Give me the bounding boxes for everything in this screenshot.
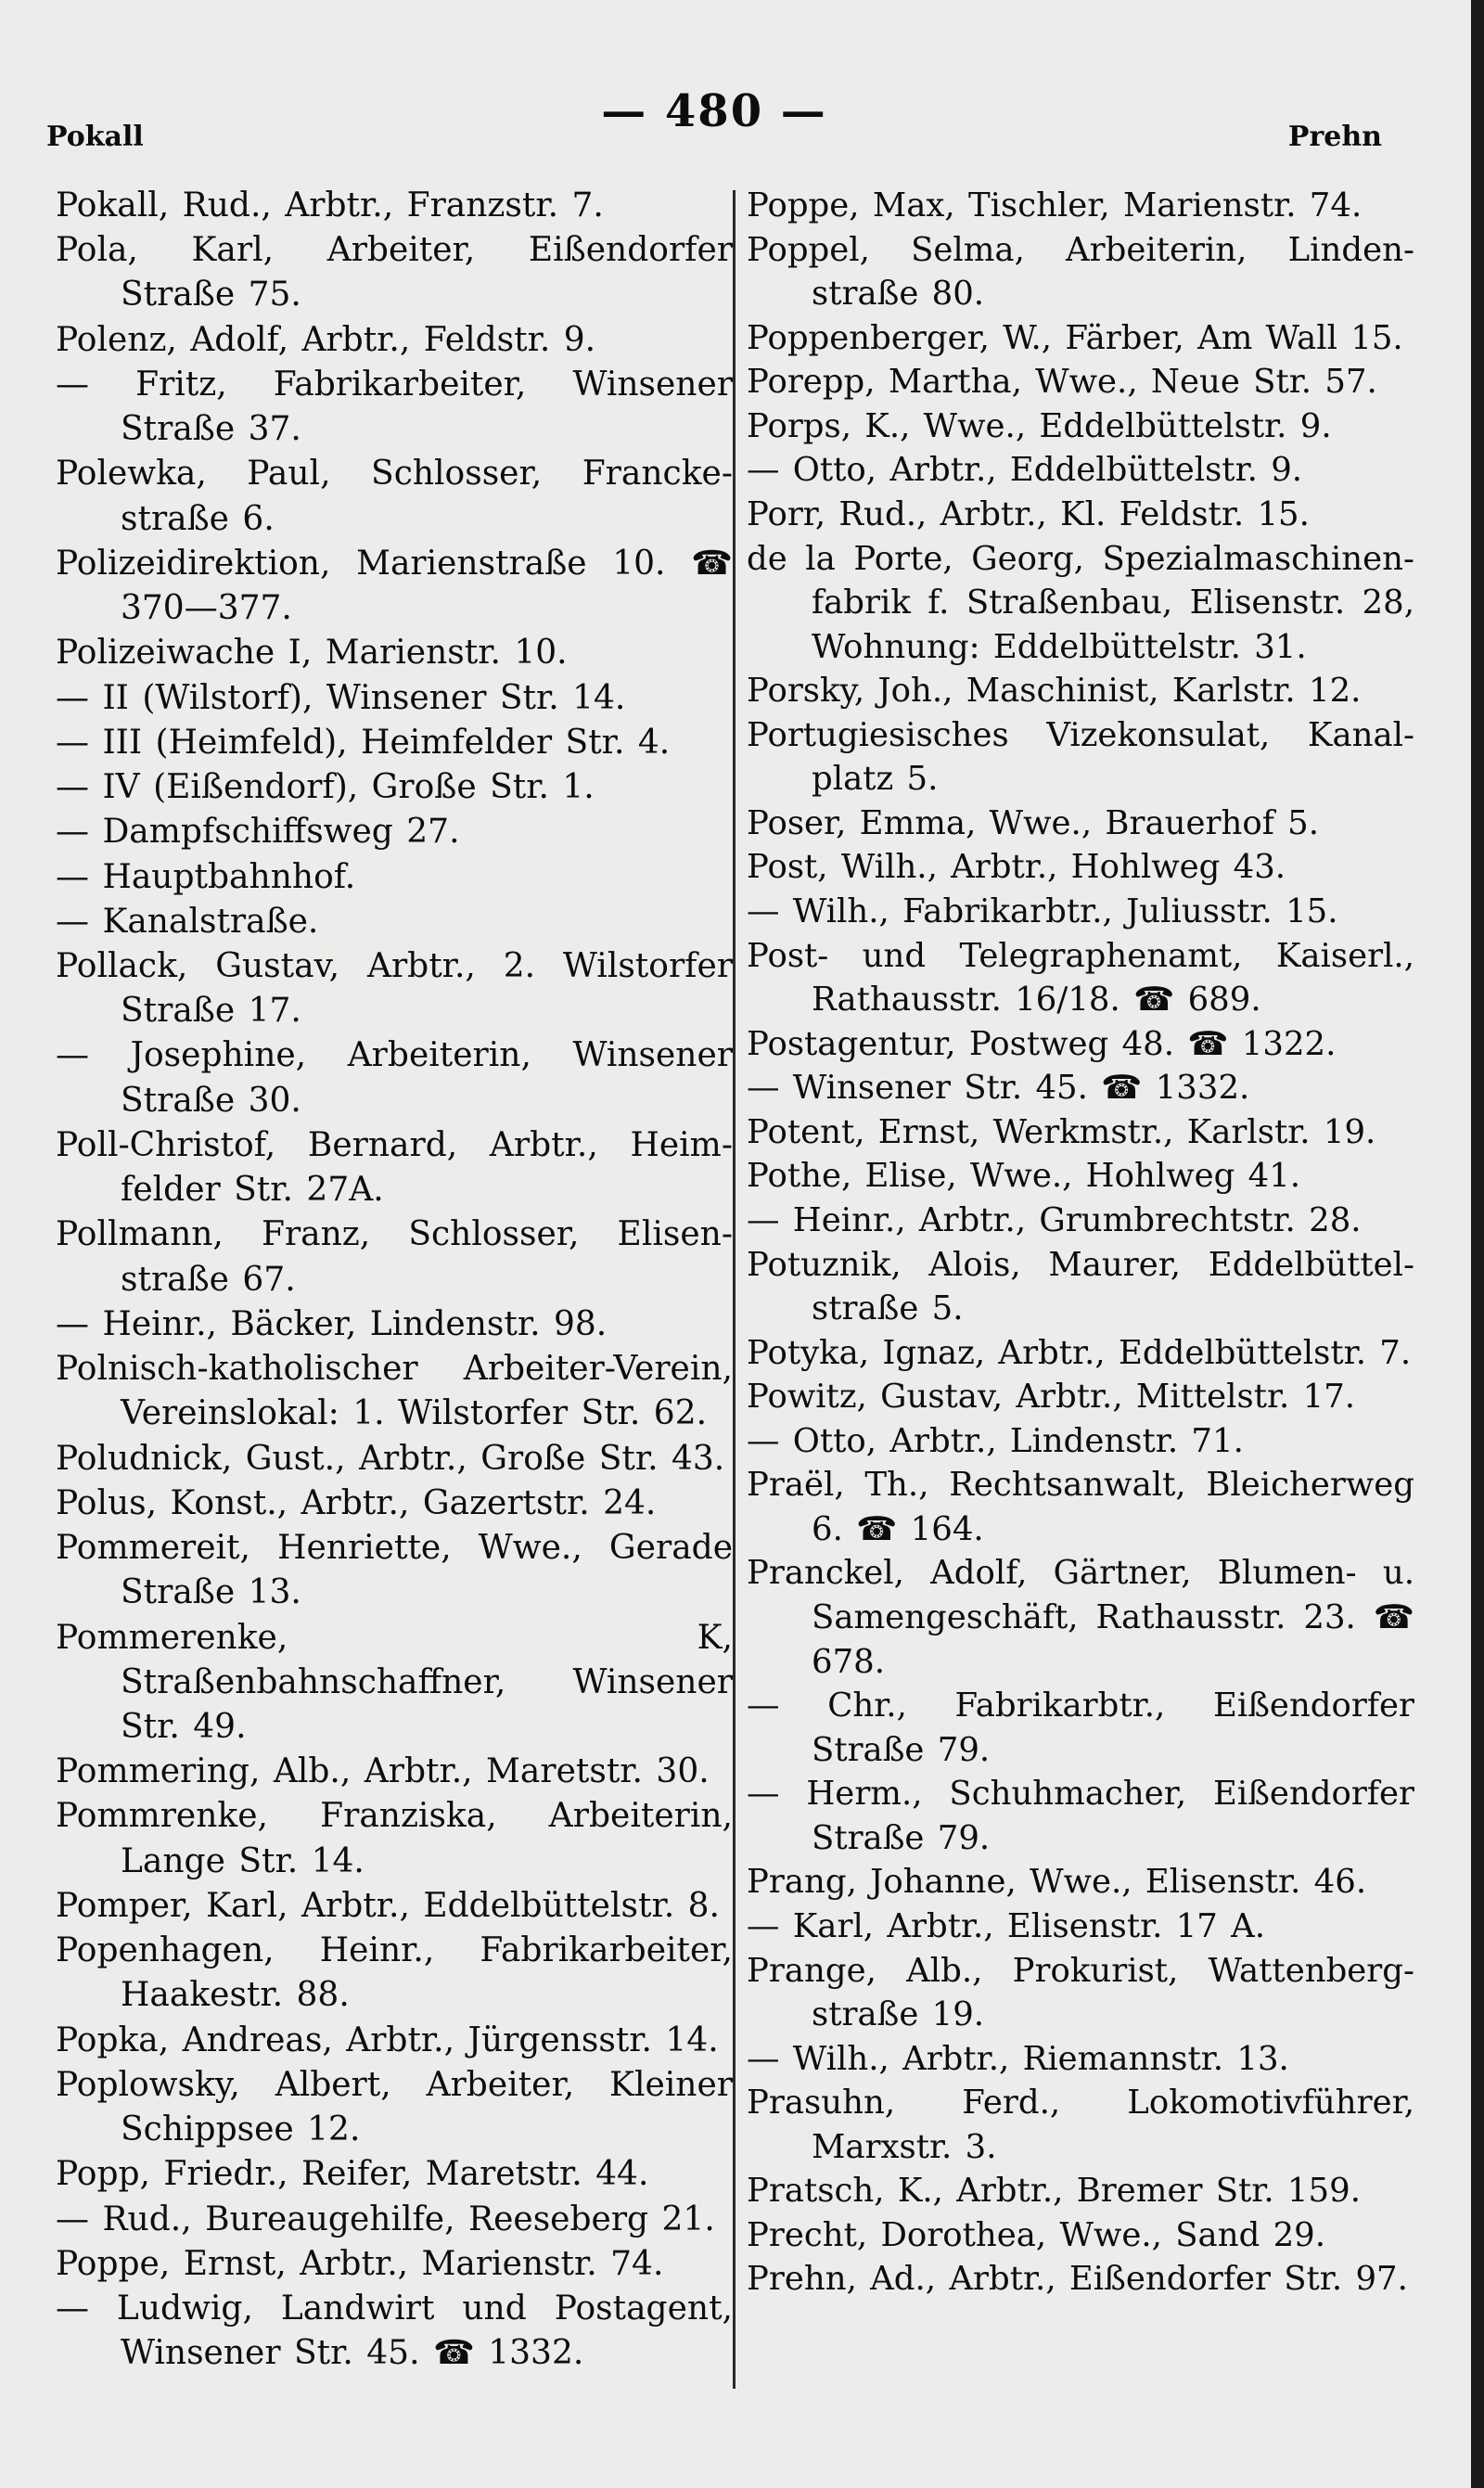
directory-entry: Poppe, Ernst, Arbtr., Marienstr. 74. bbox=[56, 2244, 664, 2283]
directory-entry: Precht, Dorothea, Wwe., Sand 29. bbox=[747, 2215, 1326, 2254]
directory-entry: Pothe, Elise, Wwe., Hohlweg 41. bbox=[747, 1157, 1301, 1196]
directory-entry: Porsky, Joh., Maschinist, Karlstr. 12. bbox=[747, 672, 1362, 711]
directory-entry: — Kanalstraße. bbox=[56, 902, 319, 941]
page-edge-shadow bbox=[1471, 0, 1484, 2488]
directory-entry: — Fritz, Fabrikarbeiter, Winsener Straße 37. bbox=[56, 365, 733, 449]
directory-entry: Polenz, Adolf, Arbtr., Feldstr. 9. bbox=[56, 320, 596, 359]
directory-entry: Poppel, Selma, Arbeiterin, Lindenstraße 80. bbox=[747, 230, 1414, 314]
directory-entry: Porps, K., Wwe., Eddelbüttelstr. 9. bbox=[747, 406, 1332, 445]
directory-entry: Praël, Th., Rechtsanwalt, Bleicherweg 6. ☎ 164. bbox=[747, 1466, 1414, 1548]
column-divider bbox=[733, 190, 736, 2389]
directory-entry: Pommering, Alb., Arbtr., Maretstr. 30. bbox=[56, 1752, 710, 1791]
directory-entry: Pomper, Karl, Arbtr., Eddelbüttelstr. 8. bbox=[56, 1886, 720, 1925]
directory-entry: — Otto, Arbtr., Eddelbüttelstr. 9. bbox=[747, 451, 1303, 490]
directory-entry: — Dampfschiffsweg 27. bbox=[56, 813, 460, 852]
page-header bbox=[46, 85, 1382, 153]
directory-entry: Poppe, Max, Tischler, Marienstr. 74. bbox=[747, 186, 1362, 224]
directory-entry: Pokall, Rud., Arbtr., Franzstr. 7. bbox=[56, 186, 604, 224]
directory-entry: Pommereit, Henriette, Wwe., Gerade Straße 13. bbox=[56, 1529, 733, 1612]
directory-entry: Portugiesisches Vizekonsulat, Kanalplatz 5. bbox=[747, 715, 1414, 799]
directory-entry: — Hauptbahnhof. bbox=[56, 857, 356, 896]
directory-entry: — Chr., Fabrikarbtr., Eißendorfer Straße 79. bbox=[747, 1686, 1414, 1769]
directory-entry: — Josephine, Arbeiterin, Winsener Straße 30. bbox=[56, 1036, 733, 1120]
directory-entry: Poludnick, Gust., Arbtr., Große Str. 43. bbox=[56, 1439, 725, 1478]
directory-entry: Postagentur, Postweg 48. ☎ 1322. bbox=[747, 1024, 1337, 1063]
left-column bbox=[56, 184, 733, 2419]
directory-entry: Polizeidirektion, Marienstraße 10. ☎ 370—377. bbox=[56, 544, 733, 628]
directory-entry: Prang, Johanne, Wwe., Elisenstr. 46. bbox=[747, 1863, 1367, 1902]
directory-entry: — Heinr., Bäcker, Lindenstr. 98. bbox=[56, 1304, 608, 1343]
directory-entry: Popp, Friedr., Reifer, Maretstr. 44. bbox=[56, 2155, 649, 2194]
directory-entry: Porepp, Martha, Wwe., Neue Str. 57. bbox=[747, 363, 1377, 402]
directory-entry: — Ludwig, Landwirt und Postagent, Winsener Str. 45. ☎ 1332. bbox=[56, 2289, 733, 2373]
directory-entry: Poplowsky, Albert, Arbeiter, Kleiner Schippsee 12. bbox=[56, 2065, 733, 2149]
page-number: — 480 — bbox=[601, 85, 827, 137]
right-column bbox=[747, 184, 1414, 2419]
directory-entry: Prasuhn, Ferd., Lokomotivführer, Marxstr. 3. bbox=[747, 2084, 1414, 2166]
directory-entry: Potyka, Ignaz, Arbtr., Eddelbüttelstr. 7. bbox=[747, 1333, 1412, 1372]
directory-entry: Poser, Emma, Wwe., Brauerhof 5. bbox=[747, 803, 1319, 842]
directory-entry: Post- und Telegraphenamt, Kaiserl., Rathausstr. 16/18. ☎ 689. bbox=[747, 936, 1414, 1020]
directory-entry: Pola, Karl, Arbeiter, Eißendorfer Straße 75. bbox=[56, 231, 733, 314]
directory-entry: Powitz, Gustav, Arbtr., Mittelstr. 17. bbox=[747, 1378, 1356, 1417]
directory-entry: — Wilh., Fabrikarbtr., Juliusstr. 15. bbox=[747, 892, 1338, 930]
directory-entry: — Rud., Bureaugehilfe, Reeseberg 21. bbox=[56, 2199, 715, 2238]
directory-entry: Pratsch, K., Arbtr., Bremer Str. 159. bbox=[747, 2172, 1361, 2211]
directory-entry: Porr, Rud., Arbtr., Kl. Feldstr. 15. bbox=[747, 494, 1310, 533]
directory-entry: — Winsener Str. 45. ☎ 1332. bbox=[747, 1069, 1250, 1108]
directory-entry: Polewka, Paul, Schlosser, Franckestraße 6. bbox=[56, 455, 733, 538]
directory-entry: Post, Wilh., Arbtr., Hohlweg 43. bbox=[747, 848, 1286, 887]
directory-entry: Prange, Alb., Prokurist, Wattenbergstraße 19. bbox=[747, 1951, 1414, 2034]
directory-entry: Prehn, Ad., Arbtr., Eißendorfer Str. 97. bbox=[747, 2260, 1408, 2299]
directory-entry: — Heinr., Arbtr., Grumbrechtstr. 28. bbox=[747, 1200, 1362, 1239]
directory-entry: Pollmann, Franz, Schlosser, Elisenstraße 67. bbox=[56, 1215, 733, 1299]
directory-entry: — II (Wilstorf), Winsener Str. 14. bbox=[56, 678, 626, 717]
directory-entry: — Karl, Arbtr., Elisenstr. 17 A. bbox=[747, 1906, 1266, 1945]
directory-entry: Popka, Andreas, Arbtr., Jürgensstr. 14. bbox=[56, 2020, 719, 2059]
directory-entry: Pommrenke, Franziska, Arbeiterin, Lange Str. 14. bbox=[56, 1797, 733, 1880]
directory-entry: Poll-Christof, Bernard, Arbtr., Heimfelder Str. 27A. bbox=[56, 1125, 733, 1210]
directory-entry: Potent, Ernst, Werkmstr., Karlstr. 19. bbox=[747, 1112, 1376, 1151]
directory-entry: Pollack, Gustav, Arbtr., 2. Wilstorfer Straße 17. bbox=[56, 946, 733, 1031]
directory-entry: Poppenberger, W., Färber, Am Wall 15. bbox=[747, 318, 1403, 357]
directory-entry: Pranckel, Adolf, Gärtner, Blumen- u. Samengeschäft, Rathausstr. 23. ☎ 678. bbox=[747, 1554, 1414, 1681]
directory-entry: — Herm., Schuhmacher, Eißendorfer Straße 79. bbox=[747, 1775, 1414, 1857]
directory-entry: Polizeiwache I, Marienstr. 10. bbox=[56, 634, 568, 673]
directory-entry: de la Porte, Georg, Spezialmaschinenfabrik f. Straßenbau, Elisenstr. 28, Wohnung: Eddelbüttelstr. 31. bbox=[747, 539, 1414, 666]
directory-entry: Potuznik, Alois, Maurer, Eddelbüttelstraße 5. bbox=[747, 1245, 1414, 1328]
directory-entry: Polus, Konst., Arbtr., Gazertstr. 24. bbox=[56, 1483, 657, 1522]
directory-entry: — IV (Eißendorf), Große Str. 1. bbox=[56, 768, 595, 807]
directory-entry: — Wilh., Arbtr., Riemannstr. 13. bbox=[747, 2039, 1289, 2078]
header-first-entry: Pokall bbox=[46, 121, 144, 153]
header-last-entry: Prehn bbox=[1287, 121, 1382, 153]
directory-entry: Popenhagen, Heinr., Fabrikarbeiter, Haakestr. 88. bbox=[56, 1931, 733, 2015]
directory-entry: Pommerenke, K, Straßenbahnschaffner, Winsener Str. 49. bbox=[56, 1618, 733, 1746]
directory-entry: Polnisch-katholischer Arbeiter-Verein, Vereinslokal: 1. Wilstorfer Str. 62. bbox=[56, 1350, 733, 1433]
directory-entry: — III (Heimfeld), Heimfelder Str. 4. bbox=[56, 723, 671, 762]
directory-entry: — Otto, Arbtr., Lindenstr. 71. bbox=[747, 1421, 1244, 1460]
